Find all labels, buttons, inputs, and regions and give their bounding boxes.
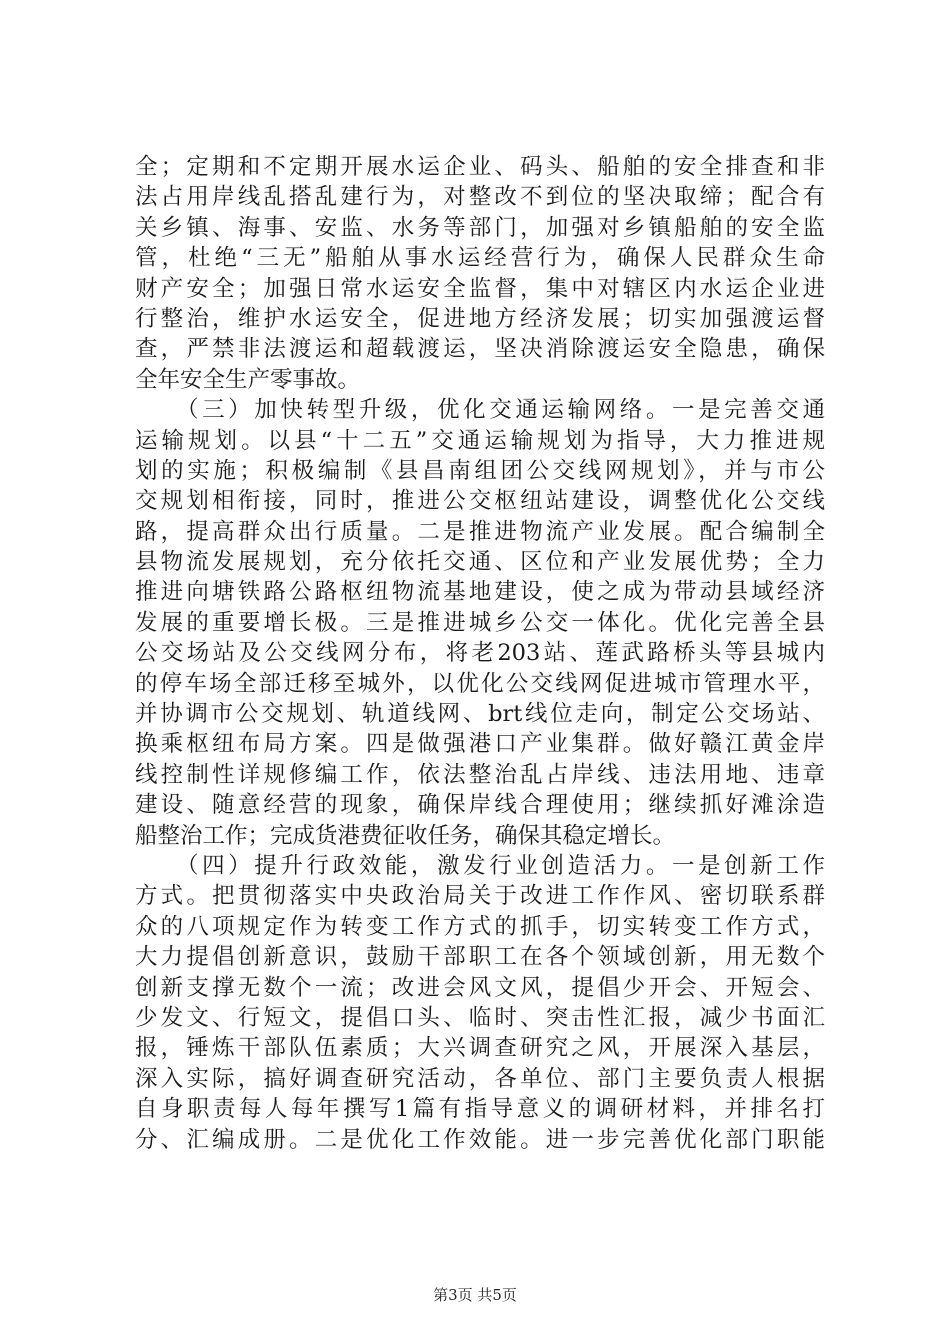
- text-line: 公交场站及公交线网分布，将老203站、莲武路桥头等县城内: [135, 640, 825, 667]
- text-line: （三）加快转型升级，优化交通运输网络。一是完善交通: [135, 397, 825, 424]
- text-line: 县物流发展规划，充分依托交通、区位和产业发展优势；全力: [135, 549, 825, 576]
- text-line: 建设、随意经营的现象，确保岸线合理使用；继续抓好滩涂造: [135, 792, 825, 819]
- text-line: 运输规划。以县“十二五”交通运输规划为指导，大力推进规: [135, 427, 825, 454]
- text-line: 方式。把贯彻落实中央政治局关于改进工作作风、密切联系群: [135, 883, 825, 910]
- text-line: 全；定期和不定期开展水运企业、码头、船舶的安全排查和非: [135, 154, 825, 180]
- page-footer: 第3页 共5页: [433, 1286, 517, 1304]
- text-line: 财产安全；加强日常水运安全监督，集中对辖区内水运企业进: [135, 275, 825, 302]
- text-line: 查，严禁非法渡运和超载渡运，坚决消除渡运安全隐患，确保: [135, 336, 825, 363]
- text-line: 全年安全生产零事故。: [135, 366, 361, 393]
- text-line: 创新支撑无数个一流；改进会风文风，提倡少开会、开短会、: [135, 974, 825, 1001]
- text-line: 划的实施；积极编制《县昌南组团公交线网规划》，并与市公: [135, 457, 825, 484]
- text-line: 行整治，维护水运安全，促进地方经济发展；切实加强渡运督: [135, 305, 825, 332]
- text-line: （四）提升行政效能，激发行业创造活力。一是创新工作: [135, 852, 825, 879]
- text-line: 自身职责每人每年撰写1篇有指导意义的调研材料，并排名打: [135, 1096, 825, 1123]
- text-line: 换乘枢纽布局方案。四是做强港口产业集群。做好赣江黄金岸: [135, 731, 825, 758]
- text-line: 众的八项规定作为转变工作方式的抓手，切实转变工作方式，: [135, 913, 825, 940]
- text-line: 管，杜绝“三无”船舶从事水运经营行为，确保人民群众生命: [135, 245, 825, 272]
- text-line: 分、汇编成册。二是优化工作效能。进一步完善优化部门职能: [135, 1126, 825, 1153]
- text-line: 大力提倡创新意识，鼓励干部职工在各个领域创新，用无数个: [135, 944, 825, 971]
- text-line: 船整治工作；完成货港费征收任务，确保其稳定增长。: [135, 822, 676, 849]
- text-line: 关乡镇、海事、安监、水务等部门，加强对乡镇船舶的安全监: [135, 214, 825, 241]
- text-line: 线控制性详规修编工作，依法整治乱占岸线、违法用地、违章: [135, 761, 825, 788]
- text-line: 路，提高群众出行质量。二是推进物流产业发展。配合编制全: [135, 518, 825, 545]
- text-line: 法占用岸线乱搭乱建行为，对整改不到位的坚决取缔；配合有: [135, 184, 825, 211]
- text-line: 深入实际，搞好调查研究活动，各单位、部门主要负责人根据: [135, 1065, 825, 1092]
- text-line: 并协调市公交规划、轨道线网、brt线位走向，制定公交场站、: [135, 701, 825, 728]
- text-line: 的停车场全部迁移至城外，以优化公交线网促进城市管理水平，: [135, 670, 825, 697]
- text-line: 推进向塘铁路公路枢纽物流基地建设，使之成为带动县域经济: [135, 579, 825, 606]
- text-line: 发展的重要增长极。三是推进城乡公交一体化。优化完善全县: [135, 609, 825, 636]
- text-line: 报，锤炼干部队伍素质；大兴调查研究之风，开展深入基层，: [135, 1035, 825, 1062]
- text-line: 交规划相衔接，同时，推进公交枢纽站建设，调整优化公交线: [135, 488, 825, 515]
- text-line: 少发文、行短文，提倡口头、临时、突击性汇报，减少书面汇: [135, 1004, 825, 1031]
- body-text: [135, 152, 825, 1155]
